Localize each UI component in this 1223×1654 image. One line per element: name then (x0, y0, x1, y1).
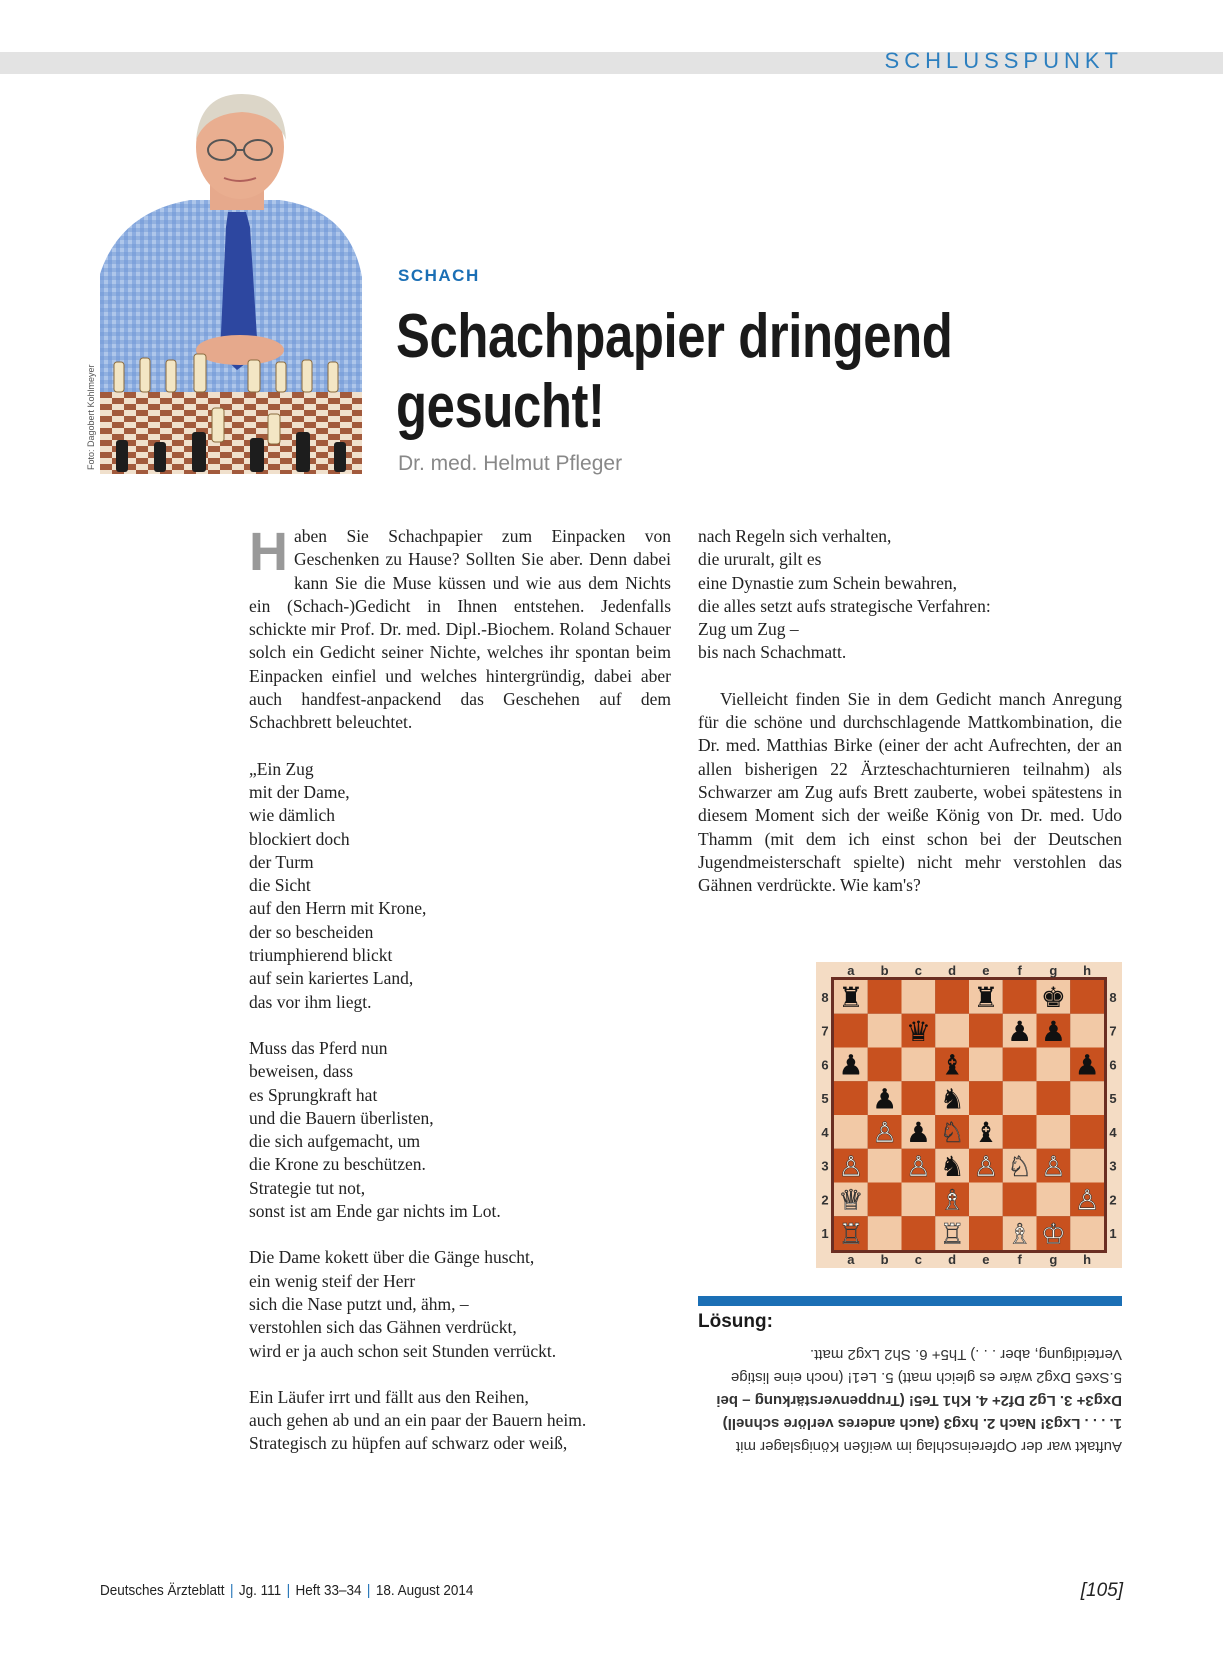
solution-divider (698, 1296, 1122, 1306)
column-left (249, 522, 671, 1456)
white-bishop-piece: ♗ (939, 1183, 965, 1217)
rank-label: 2 (821, 1192, 829, 1208)
poem-line: wie dämlich (249, 805, 336, 826)
rank-label: 8 (1109, 989, 1117, 1005)
solution-line: Verteidigung, aber . . .) Th5+ 6. Sh2 Lxg2 matt. (810, 1346, 1122, 1363)
drop-cap: H (249, 522, 288, 582)
poem-line: Die Dame kokett über die Gänge huscht, (249, 1247, 535, 1268)
file-label: e (982, 1252, 990, 1267)
footer: Deutsches Ärzteblatt | Jg. 111 | Heft 33–34 | 18. August 2014 (100, 1582, 474, 1599)
black-pawn-piece: ♟ (872, 1082, 898, 1116)
board-square (868, 1149, 902, 1183)
rank-label: 4 (1109, 1124, 1117, 1140)
solution-line: 5.Sxe5 Dxg2 wäre es gleich matt) 5. Le1! (noch eine listige (730, 1369, 1122, 1386)
board-square (969, 1014, 1003, 1048)
black-rook-piece: ♜ (973, 981, 999, 1014)
board-square (868, 1183, 902, 1217)
poem-line: bis nach Schachmatt. (698, 642, 847, 663)
rank-label: 6 (821, 1057, 829, 1073)
poem-stanza-3 (249, 1246, 671, 1362)
board-square (935, 1014, 969, 1048)
rank-label: 7 (821, 1023, 829, 1039)
poem-line: die Sicht (249, 875, 311, 896)
footer-journal: Deutsches Ärzteblatt (100, 1582, 225, 1599)
rank-label: 5 (1109, 1091, 1117, 1107)
board-square (1003, 1081, 1037, 1115)
white-king-piece: ♔ (1040, 1217, 1066, 1251)
board-square (1037, 1048, 1071, 1082)
rank-label: 4 (821, 1124, 829, 1140)
solution-title: Lösung: (698, 1311, 773, 1332)
footer-volume: Jg. 111 (238, 1582, 282, 1599)
black-bishop-piece: ♝ (973, 1116, 999, 1149)
white-knight-piece: ♘ (1007, 1149, 1033, 1183)
board-square (1003, 1183, 1037, 1217)
white-pawn-piece: ♙ (838, 1149, 864, 1183)
board-square (1037, 1115, 1071, 1149)
black-rook-piece: ♜ (838, 981, 864, 1014)
chess-diagram (816, 962, 1122, 1268)
board-square (1003, 1115, 1037, 1149)
board-square (1003, 1048, 1037, 1082)
poem-line: Strategisch zu hüpfen auf schwarz oder weiß, (249, 1433, 568, 1454)
column-right (698, 525, 1122, 897)
board-square (834, 1115, 868, 1149)
black-knight-piece: ♞ (939, 1149, 965, 1183)
board-square (902, 1081, 936, 1115)
board-square (1037, 1183, 1071, 1217)
closing-paragraph: Vielleicht finden Sie in dem Gedicht manch Anregung für die schöne und durchschlagende Mattkombination, die Dr. med. Matthias Birke (einer der acht Aufrechten, der an allen bisherigen 22 Ärzteschachturnieren teilnahm) als Schwarzer am Zug aufs Brett zauberte, wobei spätestens in diesem Moment sich der weiße König von Dr. med. Udo Thamm (mit dem ich einst schon bei der Deutschen Jugendmeisterschaft spielte) nicht mehr verstohlen das Gähnen verdrückte. Wie kam's? (698, 688, 1122, 896)
poem-line: das vor ihm liegt. (249, 991, 372, 1012)
poem-line: sich die Nase putzt und, ähm, – (249, 1293, 469, 1314)
poem-line: die ururalt, gilt es (698, 549, 822, 570)
white-pawn-piece: ♙ (1040, 1149, 1066, 1183)
black-queen-piece: ♛ (905, 1014, 931, 1048)
rank-label: 7 (1109, 1023, 1117, 1039)
article-author: Dr. med. Helmut Pfleger (398, 452, 623, 475)
file-label: f (1017, 963, 1022, 978)
white-rook-piece: ♖ (838, 1217, 864, 1251)
white-pawn-piece: ♙ (1074, 1183, 1100, 1217)
article-title (396, 302, 1019, 442)
poem-line: der Turm (249, 851, 314, 872)
poem-line: die Krone zu beschützen. (249, 1154, 426, 1175)
section-label: SCHLUSSPUNKT (884, 48, 1123, 73)
poem-line: Ein Läufer irrt und fällt aus den Reihen, (249, 1386, 529, 1407)
board-square (1070, 1014, 1104, 1048)
rank-label: 8 (821, 989, 829, 1005)
poem-line: es Sprungkraft hat (249, 1084, 378, 1105)
poem-line: verstohlen sich das Gähnen verdrückt, (249, 1317, 517, 1338)
white-queen-piece: ♕ (838, 1183, 864, 1217)
file-label: g (1049, 963, 1058, 978)
poem-stanza-1 (249, 758, 671, 1014)
black-pawn-piece: ♟ (1007, 1014, 1033, 1048)
poem-line: Strategie tut not, (249, 1177, 366, 1198)
black-pawn-piece: ♟ (905, 1116, 931, 1149)
board-square (868, 1048, 902, 1082)
board-square (834, 1081, 868, 1115)
solution-line: 1. . . . Lxg3! Nach 2. hxg3 (auch anderes verlöre schnell) (722, 1415, 1122, 1432)
poem-line: Muss das Pferd nun (249, 1037, 388, 1058)
rank-label: 3 (821, 1158, 829, 1174)
file-label: c (914, 1252, 922, 1267)
board-square (969, 1183, 1003, 1217)
poem-line: die sich aufgemacht, um (249, 1131, 421, 1152)
white-rook-piece: ♖ (939, 1217, 965, 1251)
board-square (1037, 1081, 1071, 1115)
poem-stanza-4 (249, 1386, 671, 1456)
board-square (969, 1216, 1003, 1250)
file-label: b (880, 1252, 889, 1267)
poem-line: mit der Dame, (249, 781, 350, 802)
poem-line: blockiert doch (249, 828, 350, 849)
author-photo (100, 92, 372, 474)
poem-line: eine Dynastie zum Schein bewahren, (698, 572, 958, 593)
file-label: h (1083, 1252, 1092, 1267)
intro-text: aben Sie Schachpapier zum Einpacken von Geschenken zu Hause? Sollten Sie aber. Denn dabei kann Sie die Muse küssen und wie aus dem Nichts ein (Schach-)Gedicht in Ihnen entstehen. Jedenfalls schickte mir Prof. Dr. med. Dipl.-Biochem. Roland Schauer solch ein Gedicht seiner Nichte, welches ihr spontan beim Einpacken einfiel und welches hintergründig, dabei aber auch handfest-anpackend das Geschehen auf dem Schachbrett beleuchtet. (249, 526, 671, 733)
board-square (969, 1048, 1003, 1082)
black-pawn-piece: ♟ (838, 1048, 864, 1082)
title-line-1: Schachpapier dringend (396, 302, 953, 371)
board-square (868, 1014, 902, 1048)
poem-line: auf sein kariertes Land, (249, 968, 414, 989)
board-square (1003, 980, 1037, 1014)
rank-label: 3 (1109, 1158, 1117, 1174)
solution-text-upside-down (698, 1343, 1122, 1458)
poem-stanza-5 (698, 525, 1122, 665)
board-square (868, 1216, 902, 1250)
poem-line: „Ein Zug (249, 758, 314, 779)
poem-line: wird er ja auch schon seit Stunden verrückt. (249, 1340, 557, 1361)
solution-line: Auftakt war der Opfereinschlag im weißen Königslager mit (735, 1438, 1122, 1455)
black-king-piece: ♚ (1040, 981, 1066, 1014)
poem-line: nach Regeln sich verhalten, (698, 526, 892, 546)
poem-line: beweisen, dass (249, 1061, 354, 1082)
rank-label: 2 (1109, 1192, 1117, 1208)
page-number: [105] (1080, 1580, 1123, 1601)
file-label: d (948, 963, 957, 978)
board-square (902, 1048, 936, 1082)
article-kicker: SCHACH (398, 266, 480, 285)
board-square (935, 980, 969, 1014)
file-label: a (847, 963, 855, 978)
board-square (1070, 1115, 1104, 1149)
poem-line: die alles setzt aufs strategische Verfahren: (698, 595, 991, 616)
poem-line: auf den Herrn mit Krone, (249, 898, 427, 919)
rank-label: 1 (1109, 1226, 1117, 1242)
file-label: f (1017, 1252, 1022, 1267)
white-pawn-piece: ♙ (872, 1116, 898, 1149)
photo-credit: Foto: Dagobert Kohlmeyer (86, 364, 96, 470)
board-square (902, 980, 936, 1014)
poem-stanza-2 (249, 1037, 671, 1223)
rank-label: 6 (1109, 1057, 1117, 1073)
title-line-2: gesucht! (396, 372, 605, 441)
white-bishop-piece: ♗ (1007, 1217, 1033, 1251)
white-pawn-piece: ♙ (905, 1149, 931, 1183)
board-square (1070, 1149, 1104, 1183)
file-label: g (1049, 1252, 1058, 1267)
black-pawn-piece: ♟ (1074, 1048, 1100, 1082)
board-square (868, 980, 902, 1014)
board-square (902, 1183, 936, 1217)
white-knight-piece: ♘ (939, 1116, 965, 1149)
solution-line: Dxg3+ 3. Lg2 Df2+ 4. Kh1 Te5! (Truppenverstärkung – bei (716, 1392, 1122, 1409)
board-square (969, 1081, 1003, 1115)
poem-line: der so bescheiden (249, 921, 374, 942)
board-square (834, 1014, 868, 1048)
file-label: c (914, 963, 922, 978)
poem-line: sonst ist am Ende gar nichts im Lot. (249, 1201, 501, 1222)
poem-line: triumphierend blickt (249, 945, 393, 966)
board-square (902, 1216, 936, 1250)
board-square (1070, 1216, 1104, 1250)
file-label: d (948, 1252, 957, 1267)
poem-line: Zug um Zug – (698, 619, 799, 640)
board-square (1070, 980, 1104, 1014)
file-label: h (1083, 963, 1092, 978)
poem-line: auch gehen ab und an ein paar der Bauern heim. (249, 1410, 587, 1431)
rank-label: 1 (821, 1226, 829, 1242)
board-square (1070, 1081, 1104, 1115)
rank-label: 5 (821, 1091, 829, 1107)
black-pawn-piece: ♟ (1040, 1014, 1066, 1048)
footer-issue: Heft 33–34 (295, 1582, 362, 1599)
footer-date: 18. August 2014 (375, 1582, 474, 1599)
file-label: b (880, 963, 889, 978)
poem-line: ein wenig steif der Herr (249, 1270, 416, 1291)
black-bishop-piece: ♝ (939, 1048, 965, 1082)
poem-line: und die Bauern überlisten, (249, 1107, 434, 1128)
intro-paragraph (249, 522, 671, 735)
file-label: a (847, 1252, 855, 1267)
black-knight-piece: ♞ (939, 1082, 965, 1116)
white-pawn-piece: ♙ (973, 1149, 999, 1183)
file-label: e (982, 963, 990, 978)
